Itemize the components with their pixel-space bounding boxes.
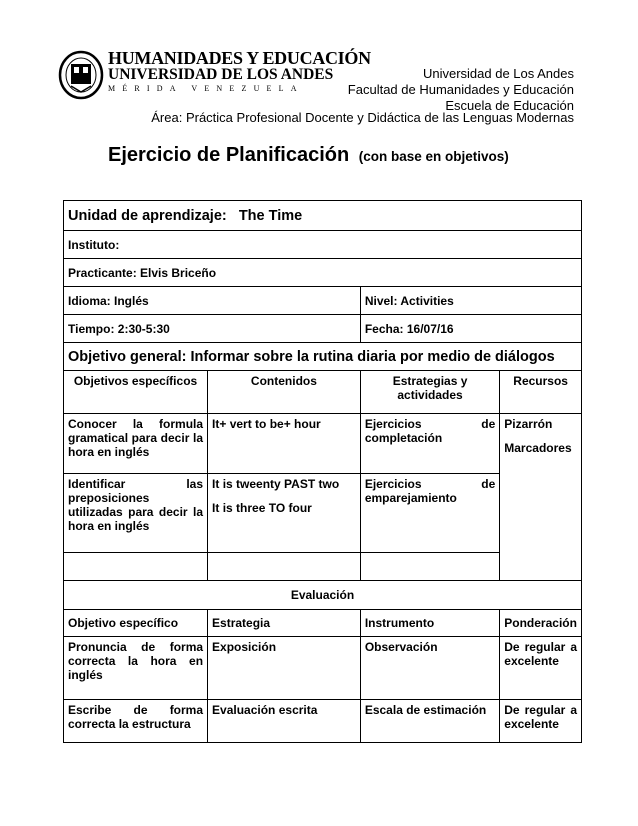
eval-header-instrumento: Instrumento — [360, 610, 499, 637]
plan-header-objetivos: Objetivos específicos — [64, 371, 208, 414]
eval-row-1-objetivo: Pronuncia de forma correcta la hora en inglés — [64, 637, 208, 700]
title-main: Ejercicio de Planificación — [108, 144, 350, 166]
plan-header-contenidos: Contenidos — [208, 371, 361, 414]
university-name: Universidad de Los Andes — [422, 66, 574, 81]
logo-line3: MÉRIDA VENEZUELA — [108, 84, 304, 93]
recurso-item: Pizarrón — [504, 417, 553, 431]
faculty-logo — [58, 48, 371, 104]
evaluacion-title: Evaluación — [64, 581, 582, 610]
area-line: Área: Práctica Profesional Docente y Didáctica de las Lenguas Modernas — [151, 110, 574, 125]
plan-empty-cell — [64, 553, 208, 581]
school-name: Escuela de Educación — [445, 98, 574, 113]
eval-row-2-objetivo: Escribe de forma correcta la estructura — [64, 700, 208, 743]
plan-recursos-cell — [500, 414, 582, 581]
practicante-cell: Practicante: Elvis Briceño — [64, 259, 582, 287]
instituto-cell: Instituto: — [64, 231, 582, 259]
unidad-value: The Time — [238, 207, 303, 224]
recurso-item: Marcadores — [504, 441, 572, 455]
unidad-label: Unidad de aprendizaje: — [68, 207, 227, 224]
plan-row-2-estrategia: Ejercicios de emparejamiento — [360, 474, 499, 553]
fecha-cell: Fecha: 16/07/16 — [360, 315, 581, 343]
logo-line1: HUMANIDADES Y EDUCACIÓN — [108, 48, 371, 68]
tiempo-cell: Tiempo: 2:30-5:30 — [64, 315, 361, 343]
eval-row-2-instrumento: Escala de estimación — [360, 700, 499, 743]
contenido-item: It is tweenty PAST two — [212, 477, 340, 491]
plan-row-2-contenido — [208, 474, 361, 553]
eval-row-1-ponderacion: De regular a excelente — [500, 637, 582, 700]
faculty-name: Facultad de Humanidades y Educación — [347, 82, 574, 97]
eval-header-objetivo: Objetivo específico — [64, 610, 208, 637]
plan-header-estrategias: Estrategias y actividades — [360, 371, 499, 414]
eval-row-2-estrategia: Evaluación escrita — [208, 700, 361, 743]
contenido-item: It is three TO four — [212, 501, 312, 515]
page-title — [108, 144, 509, 167]
institution-header — [348, 66, 574, 114]
plan-header-recursos: Recursos — [500, 371, 582, 414]
objetivo-general-cell: Objetivo general: Informar sobre la rutina diaria por medio de diálogos — [64, 343, 582, 371]
university-seal-icon — [58, 50, 104, 100]
plan-row-1-objetivo: Conocer la formula gramatical para decir la hora en inglés — [64, 414, 208, 474]
eval-header-ponderacion: Ponderación — [500, 610, 582, 637]
nivel-cell: Nivel: Activities — [360, 287, 581, 315]
title-sub: (con base en objetivos) — [358, 149, 509, 164]
plan-row-2-objetivo: Identificar las preposiciones utilizadas para decir la hora en inglés — [64, 474, 208, 553]
plan-empty-cell — [360, 553, 499, 581]
eval-row-1-instrumento: Observación — [360, 637, 499, 700]
eval-row-2-ponderacion: De regular a excelente — [500, 700, 582, 743]
plan-row-1-estrategia: Ejercicios de completación — [360, 414, 499, 474]
logo-line2: UNIVERSIDAD DE LOS ANDES — [108, 66, 334, 83]
idioma-cell: Idioma: Inglés — [64, 287, 361, 315]
unidad-cell — [64, 201, 582, 231]
plan-empty-cell — [208, 553, 361, 581]
plan-row-1-contenido: It+ vert to be+ hour — [208, 414, 361, 474]
eval-row-1-estrategia: Exposición — [208, 637, 361, 700]
eval-header-estrategia: Estrategia — [208, 610, 361, 637]
planning-table — [63, 200, 582, 743]
